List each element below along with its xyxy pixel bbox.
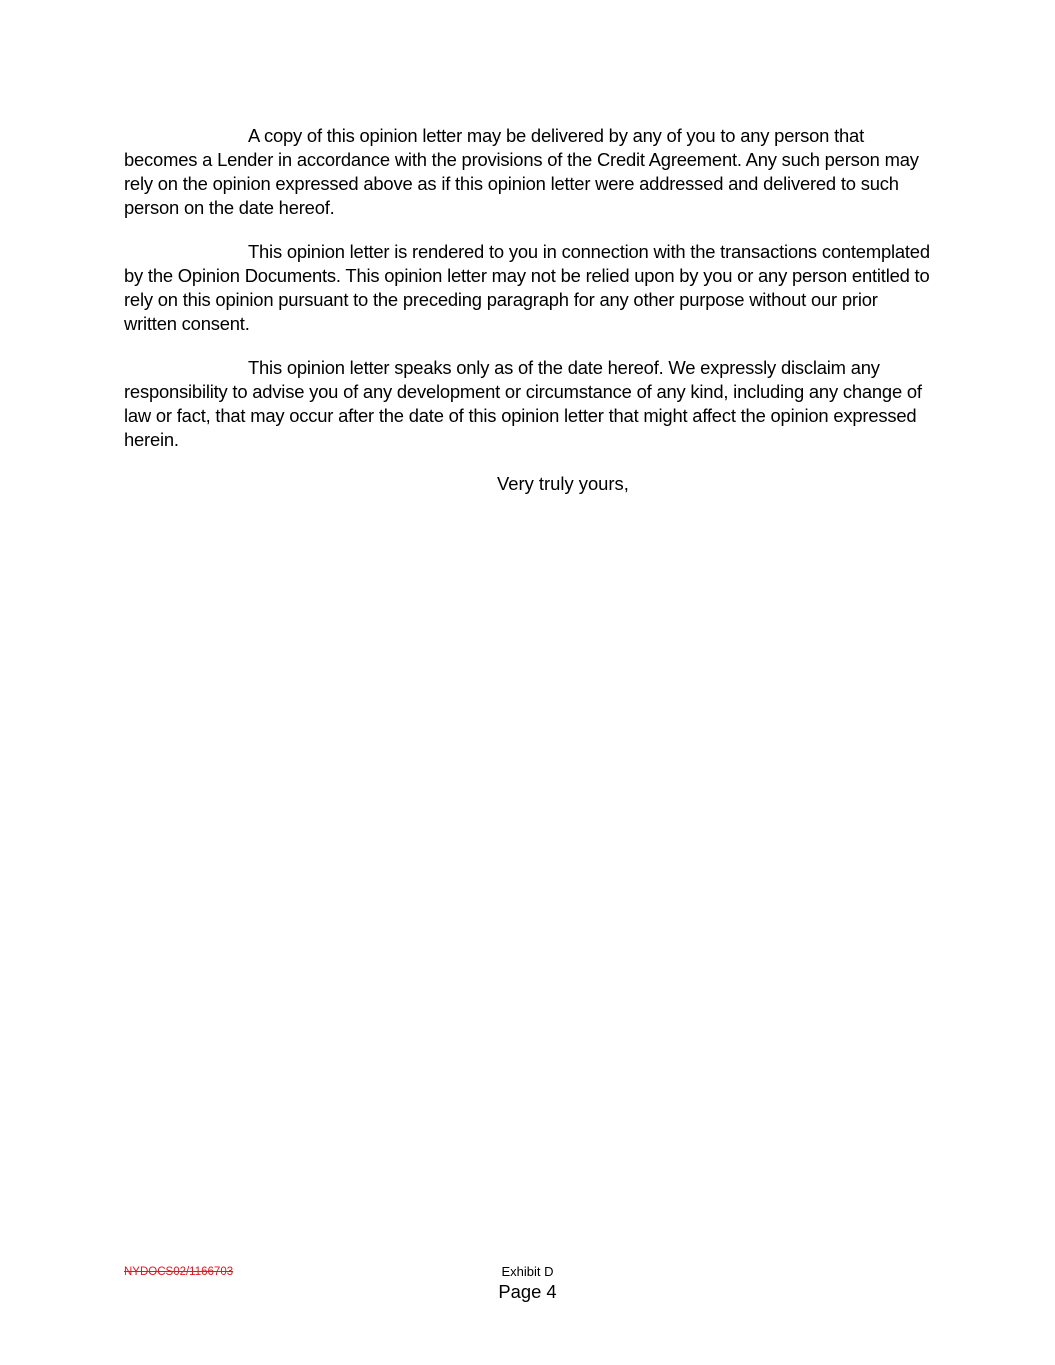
paragraph-delivery: A copy of this opinion letter may be delivered by any of you to any person that becomes a Lender in accordance with the provisions of the Credit Agreement. Any such person may rely on the opinion expressed above as if this opinion letter were addressed and delivered to such person on the date hereof. (124, 125, 919, 218)
closing-salutation: Very truly yours, (497, 473, 629, 494)
footer-document-id: NYDOCS02/1166703 (124, 1266, 234, 1278)
footer-exhibit-label: Exhibit D (501, 1264, 554, 1279)
footer-page-number: Page 4 (498, 1281, 557, 1302)
paragraph-reliance: This opinion letter is rendered to you in connection with the transactions contemplated by the Opinion Documents. This opinion letter may not be relied upon by you or any person entitled to rely on this opinion pursuant to the preceding paragraph for any other purpose without our prior written consent. (124, 241, 930, 334)
paragraph-date-limitation: This opinion letter speaks only as of the date hereof. We expressly disclaim any responsibility to advise you of any development or circumstance of any kind, including any change of law or fact, that may occur after the date of this opinion letter that might affect the opinion expressed herein. (124, 357, 922, 450)
letter-body (124, 124, 930, 472)
